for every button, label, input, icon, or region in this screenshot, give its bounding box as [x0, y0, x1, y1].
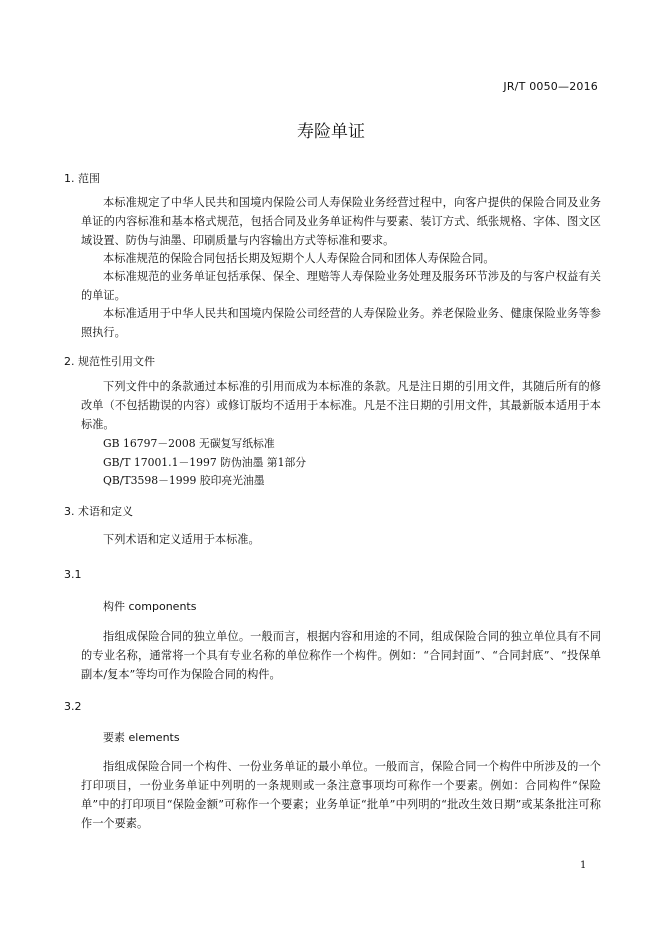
page-number: 1: [580, 860, 587, 871]
document-code: JR/T 0050—2016: [503, 80, 598, 93]
clause-number: 3.2: [64, 700, 82, 713]
term-components-definition: 指组成保险合同的独立单位。一般而言，根据内容和用途的不同，组成保险合同的独立单位具有不同的专业名称，通常将一个具有专业名称的单位称作一个构件。例如：“合同封面”、“合同封底”、“投保单副本/复本”等均可作为保险合同的构件。: [81, 630, 601, 681]
reference-item: QB/T3598－1999 胶印亮光油墨: [103, 474, 265, 487]
term-components: 构件 components: [103, 600, 197, 613]
section-heading-scope: 1. 范围: [64, 172, 100, 185]
term-elements: 要素 elements: [103, 731, 180, 744]
scope-paragraph-4: 本标准适用于中华人民共和国境内保险公司经营的人寿保险业务。养老保险业务、健康保险业务等参照执行。: [81, 307, 601, 339]
reference-item: GB/T 17001.1－1997 防伪油墨 第1部分: [103, 456, 307, 469]
clause-number: 3.1: [64, 568, 82, 581]
reference-item: GB 16797－2008 无碳复写纸标准: [103, 437, 275, 450]
references-intro-paragraph: 下列文件中的条款通过本标准的引用而成为本标准的条款。凡是注日期的引用文件，其随后所有的修改单（不包括勘误的内容）或修订版均不适用于本标准。凡是不注日期的引用文件，其最新版本适用于本标准。: [81, 380, 601, 431]
scope-paragraph-2: 本标准规范的保险合同包括长期及短期个人人寿保险合同和团体人寿保险合同。: [103, 252, 495, 265]
scope-paragraph-1: 本标准规定了中华人民共和国境内保险公司人寿保险业务经营过程中，向客户提供的保险合同及业务单证的内容标准和基本格式规范，包括合同及业务单证构件与要素、装订方式、纸张规格、字体、图文区域设置、防伪与油墨、印刷质量与内容输出方式等标准和要求。: [81, 196, 601, 247]
term-elements-definition: 指组成保险合同一个构件、一份业务单证的最小单位。一般而言，保险合同一个构件中所涉及的一个打印项目，一份业务单证中列明的一条规则或一条注意事项均可称作一个要素。例如：合同构件“保险单”中的打印项目“保险金额”可称作一个要素；业务单证“批单”中列明的“批改生效日期”或某条批注可称作一个要素。: [81, 760, 601, 830]
section-heading-terms: 3. 术语和定义: [64, 505, 133, 518]
document-title: 寿险单证: [297, 122, 365, 142]
section-heading-normative-references: 2. 规范性引用文件: [64, 355, 155, 368]
terms-intro-paragraph: 下列术语和定义适用于本标准。: [103, 533, 260, 546]
scope-paragraph-3: 本标准规范的业务单证包括承保、保全、理赔等人寿保险业务处理及服务环节涉及的与客户权益有关的单证。: [81, 270, 601, 302]
